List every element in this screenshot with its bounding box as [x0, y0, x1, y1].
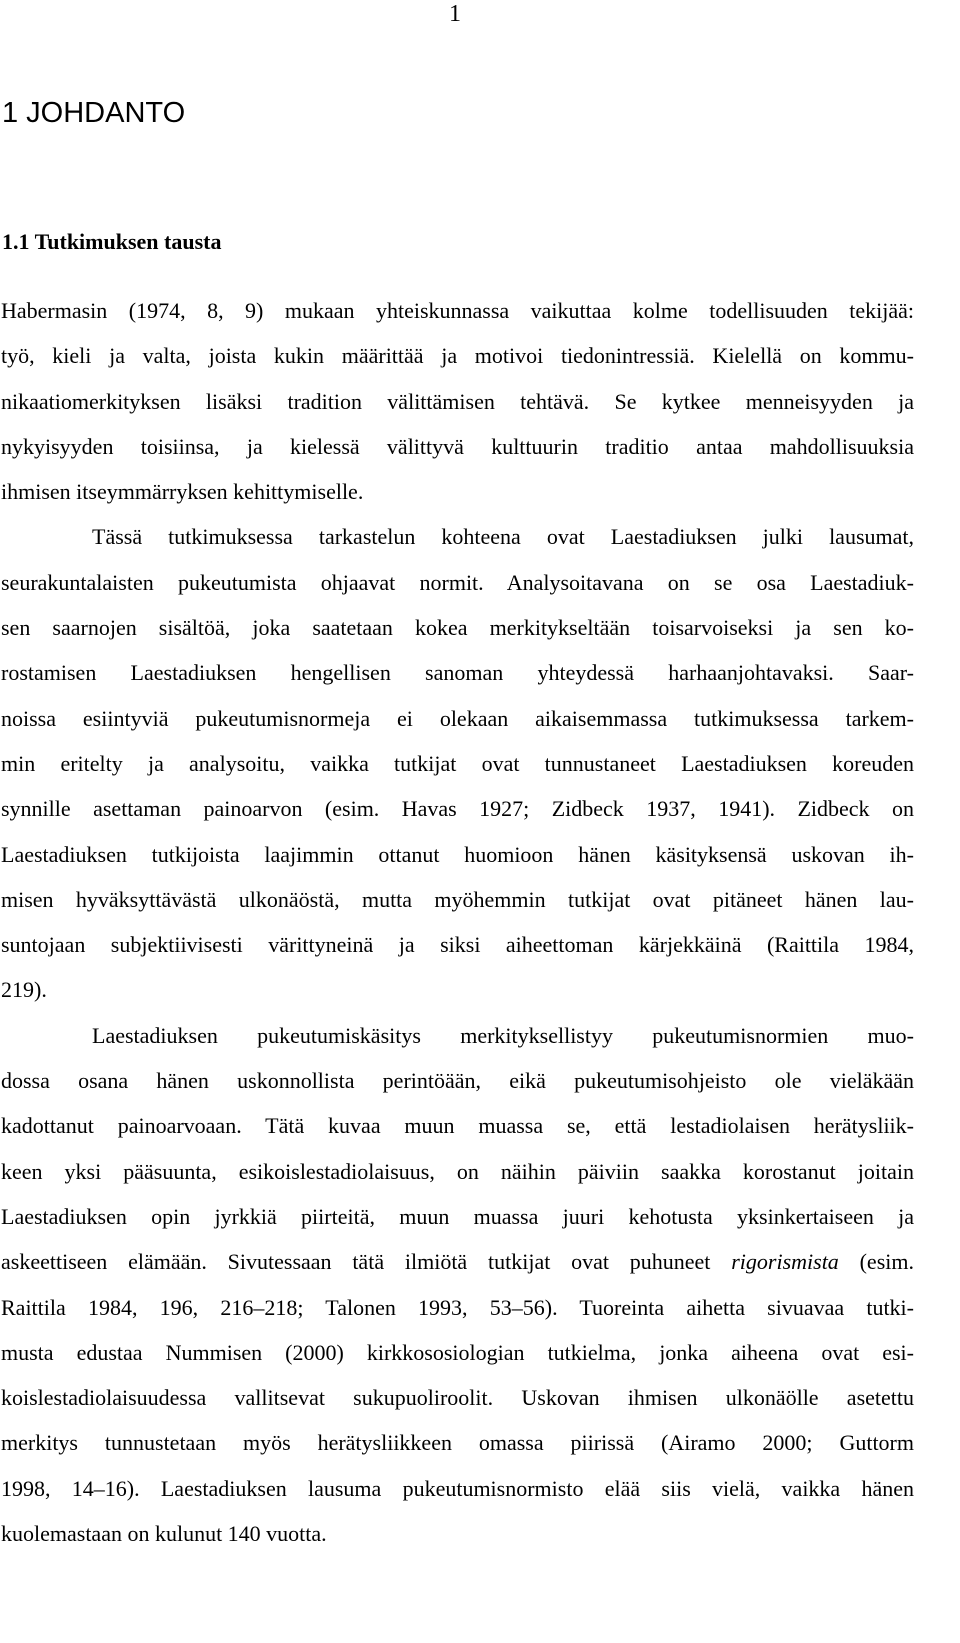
text-line: rostamisen Laestadiuksen hengellisen sanoman yhteydessä harhaanjohtavaksi. Saar- [1, 660, 914, 686]
text-line: dossa osana hänen uskonnollista perintöään, eikä pukeutumisohjeisto ole vieläkään [1, 1068, 914, 1094]
text-line: musta edustaa Nummisen (2000) kirkkososiologian tutkielma, jonka aiheena ovat esi- [1, 1339, 914, 1365]
text-line: nikaatiomerkityksen lisäksi tradition välittämisen tehtävä. Se kytkee menneisyyden ja [1, 388, 914, 414]
text-line: Raittila 1984, 196, 216–218; Talonen 1993, 53–56). Tuoreinta aihetta sivuavaa tutki- [1, 1294, 914, 1320]
text-line: 1998, 14–16). Laestadiuksen lausuma pukeutumisnormisto elää siis vielä, vaikka hänen [1, 1475, 914, 1501]
text-line: kadottanut painoarvoaan. Tätä kuvaa muun muassa se, että lestadiolaisen herätysliik- [1, 1113, 914, 1139]
text-segment: askeettiseen elämään. Sivutessaan tätä ilmiötä tutkijat ovat puhuneet [1, 1249, 732, 1275]
body-text [1, 288, 914, 1556]
text-line: 219). [1, 977, 47, 1003]
page-number: 1 [449, 1, 461, 27]
text-line: Laestadiuksen pukeutumiskäsitys merkityksellistyy pukeutumisnormien muo- [92, 1022, 914, 1048]
text-line: keen yksi pääsuunta, esikoislestadiolaisuus, on näihin päiviin saakka korostanut joitain [1, 1158, 914, 1184]
text-line: koislestadiolaisuudessa vallitsevat sukupuoliroolit. Uskovan ihmisen ulkonäölle asetettu [1, 1385, 914, 1411]
text-line: synnille asettaman painoarvon (esim. Havas 1927; Zidbeck 1937, 1941). Zidbeck on [1, 796, 914, 822]
text-line: ihmisen itseymmärryksen kehittymiselle. [1, 479, 364, 505]
section-heading: 1.1 Tutkimuksen tausta [2, 229, 222, 254]
text-line: merkitys tunnustetaan myös herätysliikkeen omassa piirissä (Airamo 2000; Guttorm [1, 1430, 914, 1456]
text-line-with-emphasis [1, 1239, 914, 1284]
text-line: Tässä tutkimuksessa tarkastelun kohteena ovat Laestadiuksen julki lausumat, [92, 524, 914, 550]
text-line: Habermasin (1974, 8, 9) mukaan yhteiskunnassa vaikuttaa kolme todellisuuden tekijää: [1, 298, 914, 323]
emphasized-term: rigorismista [731, 1249, 839, 1275]
text-line: työ, kieli ja valta, joista kukin määrittää ja motivoi tiedonintressiä. Kielellä on kommu- [1, 343, 914, 369]
text-line: Laestadiuksen opin jyrkkiä piirteitä, muun muassa juuri kehotusta yksinkertaiseen ja [1, 1203, 914, 1229]
text-line: nykyisyyden toisiinsa, ja kielessä välittyvä kulttuurin traditio antaa mahdollisuuksia [1, 433, 914, 459]
text-line: min eritelty ja analysoitu, vaikka tutkijat ovat tunnustaneet Laestadiuksen koreuden [1, 750, 914, 776]
chapter-heading: 1 JOHDANTO [2, 97, 186, 129]
text-line: seurakuntalaisten pukeutumista ohjaavat normit. Analysoitavana on se osa Laestadiuk- [1, 569, 914, 595]
text-line: noissa esiintyviä pukeutumisnormeja ei olekaan aikaisemmassa tutkimuksessa tarkem- [1, 705, 914, 731]
text-segment: (esim. [838, 1249, 914, 1275]
text-line: kuolemastaan on kulunut 140 vuotta. [1, 1521, 327, 1547]
text-line: suntojaan subjektiivisesti värittyneinä ja siksi aiheettoman kärjekkäinä (Raittila 1984, [1, 932, 914, 958]
text-line: Laestadiuksen tutkijoista laajimmin ottanut huomioon hänen käsityksensä uskovan ih- [1, 841, 914, 867]
text-line: misen hyväksyttävästä ulkonäöstä, mutta myöhemmin tutkijat ovat pitäneet hänen lau- [1, 886, 914, 912]
text-line: sen saarnojen sisältöä, joka saatetaan kokea merkitykseltään toisarvoiseksi ja sen ko- [1, 615, 914, 641]
